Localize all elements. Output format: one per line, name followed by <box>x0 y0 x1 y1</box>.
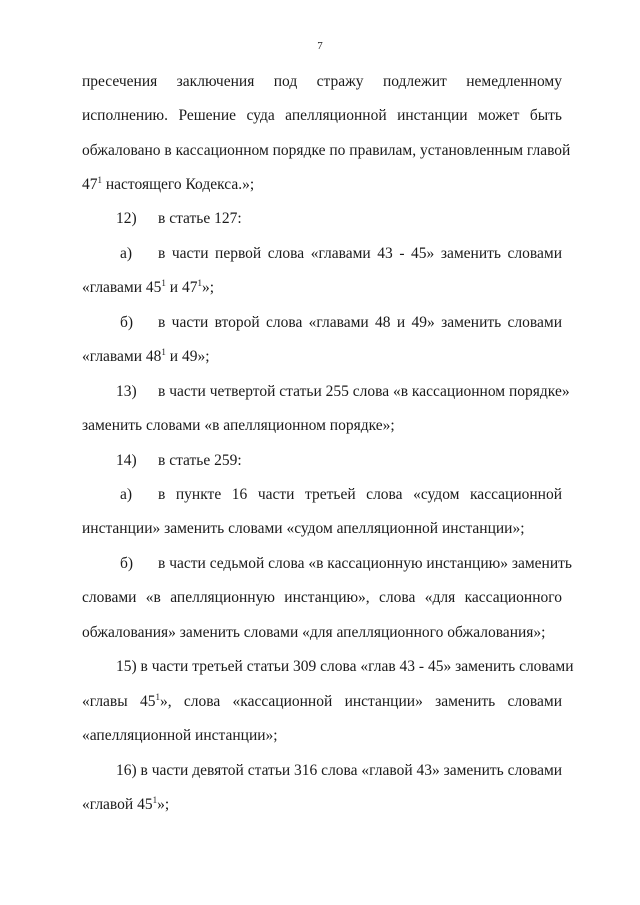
list-item-16: 16) в части девятой статьи 316 слова «главой 43» заменить словами <box>116 762 563 779</box>
list-item-15: 15) в части третьей статьи 309 слова «глав 43 - 45» заменить словами <box>116 658 574 675</box>
list-item-13: 13) в части четвертой статьи 255 слова «в кассационном порядке» <box>116 383 570 400</box>
list-item-14a: а) в пункте 16 части третьей слова «судом кассационной <box>120 486 562 503</box>
paragraph-line: «главой $45^1$»; <box>82 795 170 813</box>
paragraph-line: инстанции» заменить словами «судом апелляционной инстанции»; <box>82 520 525 537</box>
paragraph-line: обжалования» заменить словами «для апелляционного обжалования»; <box>82 624 546 641</box>
paragraph-line: $47^1$ настоящего Кодекса.»; <box>82 175 255 193</box>
paragraph-line: обжаловано в кассационном порядке по правилам, установленным главой <box>82 142 571 159</box>
item-marker: 14) <box>116 452 137 469</box>
item-marker: а) <box>120 486 133 503</box>
item-marker: б) <box>120 555 134 572</box>
paragraph-line: словами «в апелляционную инстанцию», слова «для кассационного <box>82 589 562 606</box>
list-item-14b: б) в части седьмой слова «в кассационную инстанцию» заменить <box>120 555 572 572</box>
item-marker: 12) <box>116 210 137 227</box>
paragraph-line: «апелляционной инстанции»; <box>82 727 278 744</box>
paragraph-line: «главами $45^1$ и $47^1$»; <box>82 278 215 296</box>
paragraph-line: заменить словами «в апелляционном порядке»; <box>82 417 395 434</box>
item-marker: 13) <box>116 383 137 400</box>
item-marker: а) <box>120 245 133 262</box>
paragraph-line: исполнению. Решение суда апелляционной инстанции может быть <box>82 107 562 124</box>
item-marker: б) <box>120 314 134 331</box>
list-item-12b: б) в части второй слова «главами 48 и 49» заменить словами <box>120 314 562 331</box>
paragraph-line: «главы $45^1$», слова «кассационной инстанции» заменить словами <box>82 692 562 710</box>
page-number: 7 <box>317 40 323 52</box>
paragraph-line: пресечения заключения под стражу подлежит немедленному <box>82 73 562 90</box>
list-item-14: 14) в статье 259: <box>116 452 242 469</box>
list-item-12: 12) в статье 127: <box>116 210 242 227</box>
list-item-12a: а) в части первой слова «главами 43 - 45» заменить словами <box>120 245 562 262</box>
paragraph-line: «главами $48^1$ и 49»; <box>82 347 210 365</box>
